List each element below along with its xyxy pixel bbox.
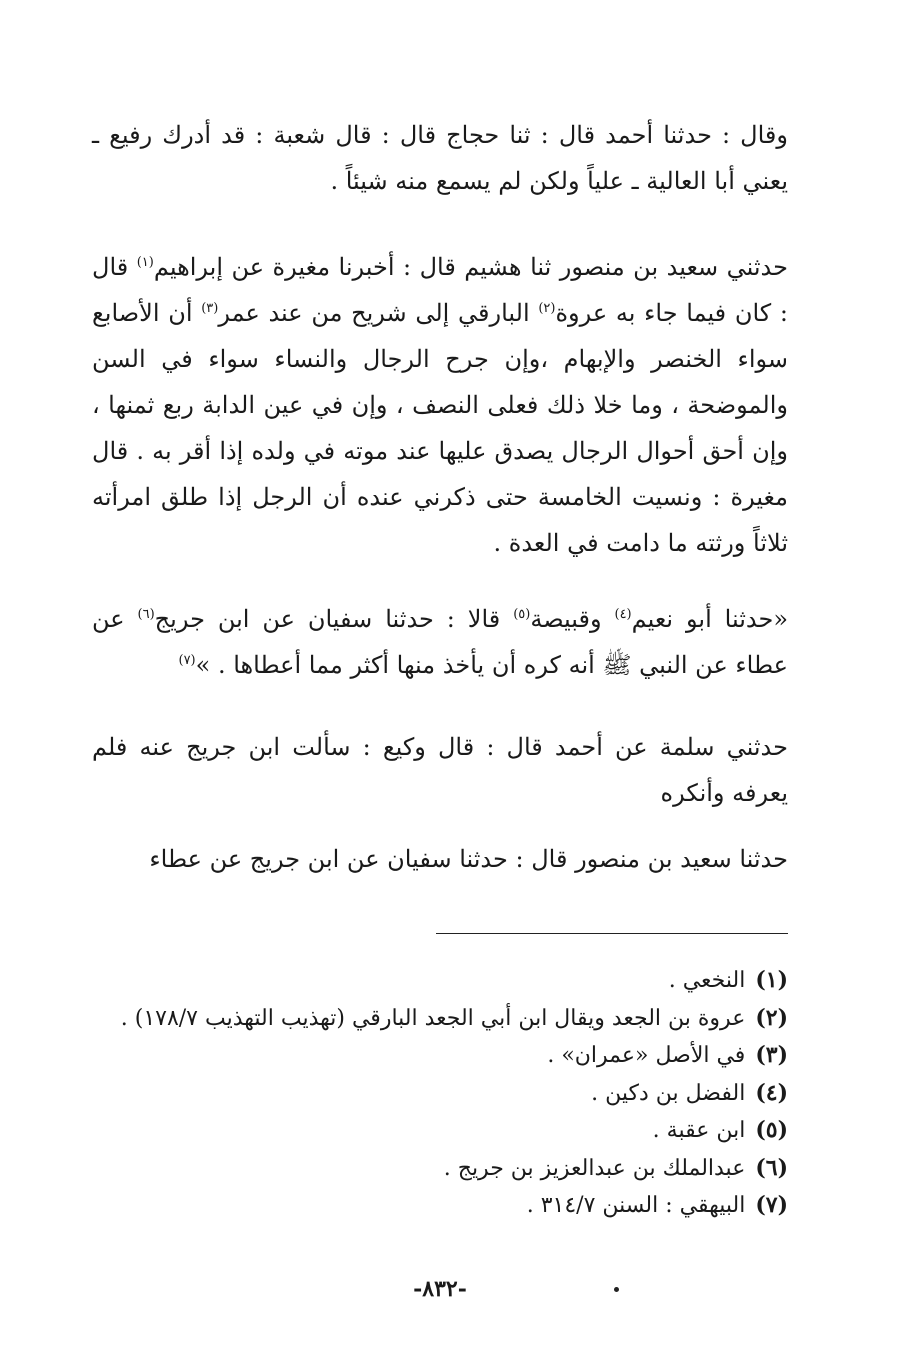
ink-dot — [614, 1287, 619, 1292]
footnote-item-6 — [92, 1150, 788, 1188]
footnote-item-2 — [92, 1000, 788, 1038]
paragraph-2-part4: أن الأصابع سواء الخنصر والإبهام ،وإن جرح الرجال والنساء سواء في السن والموضحة ، وما خلا ذلك فعلى النصف ، وإن في عين الدابة ربع ثمنها ، وإن أحق أحوال الرجال يصدق عليها عند موته في ولده إذا أقر به . قال مغيرة : ونسيت الخامسة حتى ذكرني عنده أن الرجل إذا طلق امرأته ثلاثاً ورثته ما دامت في العدة . — [92, 299, 788, 557]
footnote-text: عروة بن الجعد ويقال ابن أبي الجعد البارقي (تهذيب التهذيب ١٧٨/٧) . — [120, 1005, 746, 1031]
page-number: -٨٣٢- — [413, 1276, 467, 1302]
footnote-text: ابن عقبة . — [652, 1118, 746, 1143]
footnote-number: (٥) — [755, 1117, 788, 1143]
footnote-text: البيهقي : السنن ٣١٤/٧ . — [526, 1193, 746, 1218]
paragraph-1-text: وقال : حدثنا أحمد قال : ثنا حجاج قال : قال شعبة : قد أدرك رفيع ـ يعني أبا العالية ـ علياً ولكن لم يسمع منه شيئاً . — [92, 121, 788, 195]
footnote-ref-6[interactable]: (٦) — [137, 607, 155, 622]
footnote-number: (٧) — [755, 1192, 788, 1218]
paragraph-2-part1: حدثني سعيد بن منصور ثنا هشيم قال : أخبرنا مغيرة عن إبراهيم — [153, 253, 788, 281]
paragraph-3-part4: عن عطاء عن النبي ﷺ أنه كره أن يأخذ منها أكثر مما أعطاها . » — [92, 605, 788, 679]
footnote-number: (٣) — [755, 1042, 788, 1068]
footnote-ref-5[interactable]: (٥) — [513, 607, 531, 622]
footnote-ref-2[interactable]: (٢) — [538, 301, 556, 316]
footnote-item-4 — [92, 1075, 788, 1113]
footnote-item-5 — [92, 1112, 788, 1150]
paragraph-5-text: حدثنا سعيد بن منصور قال : حدثنا سفيان عن ابن جريج عن عطاء — [149, 845, 788, 873]
footnote-text: النخعي . — [668, 968, 746, 993]
paragraph-3 — [92, 596, 788, 688]
paragraph-1 — [92, 112, 788, 204]
footnote-number: (١) — [755, 967, 788, 993]
footnote-item-7 — [92, 1187, 788, 1225]
footnote-divider — [436, 933, 788, 934]
paragraph-4-text: حدثني سلمة عن أحمد قال : قال وكيع : سألت ابن جريج عنه فلم يعرفه وأنكره — [92, 733, 788, 807]
paragraph-5 — [92, 836, 788, 882]
footnotes-list — [92, 962, 788, 1225]
footnote-ref-7[interactable]: (٧) — [178, 653, 196, 668]
footnote-number: (٤) — [755, 1079, 788, 1106]
footnote-ref-1[interactable]: (١) — [136, 255, 154, 270]
paragraph-3-part2: وقبيصة — [530, 605, 615, 633]
paragraph-2-part2: قال : كان فيما جاء به عروة — [92, 253, 788, 327]
footnote-text: الفضل بن دكين . — [591, 1080, 746, 1106]
footnote-ref-4[interactable]: (٤) — [614, 607, 632, 622]
footnote-text: في الأصل «عمران» . — [547, 1043, 746, 1068]
footnote-number: (٢) — [755, 1004, 788, 1031]
footnote-text: عبدالملك بن عبدالعزيز بن جريج . — [443, 1155, 746, 1181]
footnote-item-3 — [92, 1037, 788, 1075]
footnote-number: (٦) — [755, 1154, 788, 1181]
paragraph-2-part3: البارقي إلى شريح من عند عمر — [218, 299, 539, 327]
paragraph-3-part3: قالا : حدثنا سفيان عن ابن جريج — [154, 605, 514, 633]
paragraph-4 — [92, 724, 788, 816]
paragraph-3-part1: «حدثنا أبو نعيم — [631, 605, 789, 633]
footnote-item-1 — [92, 962, 788, 1000]
footnote-ref-3[interactable]: (٣) — [201, 301, 219, 316]
paragraph-2 — [92, 244, 788, 566]
